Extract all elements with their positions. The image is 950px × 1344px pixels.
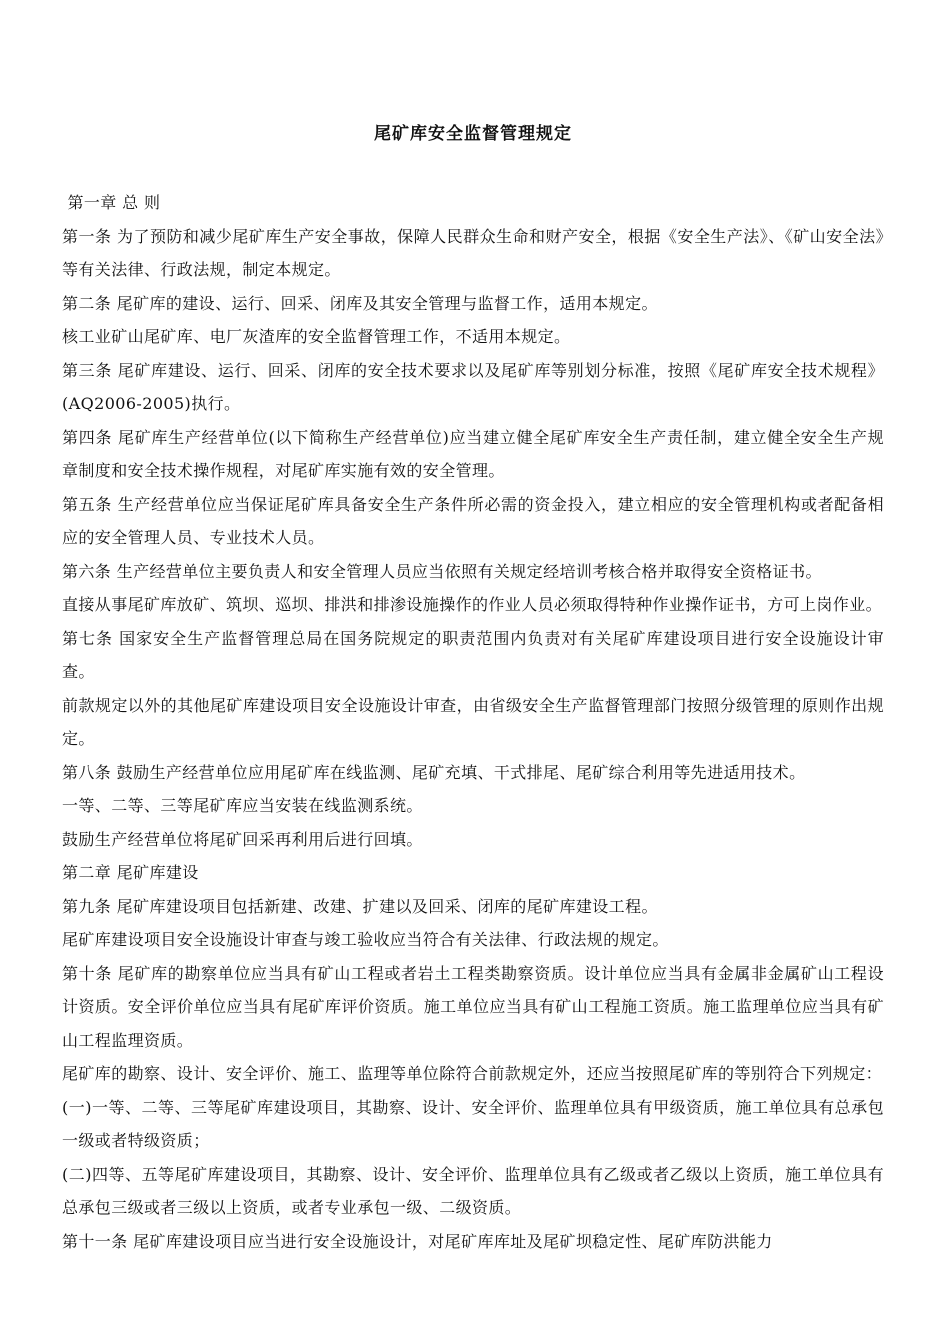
chapter-heading: 第一章 总 则 bbox=[62, 193, 161, 212]
paragraph: 核工业矿山尾矿库、电厂灰渣库的安全监督管理工作，不适用本规定。 bbox=[62, 327, 571, 346]
paragraph: 第二条 尾矿库的建设、运行、回采、闭库及其安全管理与监督工作，适用本规定。 bbox=[62, 293, 658, 313]
document-title: 尾矿库安全监督管理规定 bbox=[374, 124, 572, 144]
list-item: (二)四等、五等尾矿库建设项目，其勘察、设计、安全评价、监理单位具有乙级或者乙级以上资质，施工单位具有总承包三级或者三级以上资质，或者专业承包一级、二级资质。 bbox=[62, 1164, 884, 1217]
paragraph: 第八条 鼓励生产经营单位应用尾矿库在线监测、尾矿充填、干式排尾、尾矿综合利用等先进适用技术。 bbox=[62, 762, 806, 782]
paragraph: 第一条 为了预防和减少尾矿库生产安全事故，保障人民群众生命和财产安全，根据《安全生产法》、《矿山安全法》等有关法律、行政法规，制定本规定。 bbox=[62, 226, 884, 279]
paragraph: 前款规定以外的其他尾矿库建设项目安全设施设计审查，由省级安全生产监督管理部门按照分级管理的原则作出规定。 bbox=[62, 695, 884, 748]
paragraph: 尾矿库建设项目安全设施设计审查与竣工验收应当符合有关法律、行政法规的规定。 bbox=[62, 930, 669, 949]
paragraph: 第七条 国家安全生产监督管理总局在国务院规定的职责范围内负责对有关尾矿库建设项目进行安全设施设计审查。 bbox=[62, 628, 884, 681]
list-item: (一)一等、二等、三等尾矿库建设项目，其勘察、设计、安全评价、监理单位具有甲级资质，施工单位具有总承包一级或者特级资质； bbox=[62, 1097, 884, 1150]
paragraph: 第六条 生产经营单位主要负责人和安全管理人员应当依照有关规定经培训考核合格并取得安全资格证书。 bbox=[62, 561, 822, 581]
paragraph: 第五条 生产经营单位应当保证尾矿库具备安全生产条件所必需的资金投入，建立相应的安全管理机构或者配备相应的安全管理人员、专业技术人员。 bbox=[62, 494, 884, 547]
chapter-heading: 第二章 尾矿库建设 bbox=[62, 863, 199, 882]
document-body bbox=[62, 186, 884, 1258]
paragraph: 鼓励生产经营单位将尾矿回采再利用后进行回填。 bbox=[62, 829, 423, 849]
paragraph: 一等、二等、三等尾矿库应当安装在线监测系统。 bbox=[62, 796, 423, 815]
paragraph: 第十条 尾矿库的勘察单位应当具有矿山工程或者岩土工程类勘察资质。设计单位应当具有金属非金属矿山工程设计资质。安全评价单位应当具有尾矿库评价资质。施工单位应当具有矿山工程施工资质。施工监理单位应当具有矿山工程监理资质。 bbox=[62, 963, 884, 1050]
paragraph: 第四条 尾矿库生产经营单位(以下简称生产经营单位)应当建立健全尾矿库安全生产责任制，建立健全安全生产规章制度和安全技术操作规程，对尾矿库实施有效的安全管理。 bbox=[62, 427, 884, 480]
paragraph: 第三条 尾矿库建设、运行、回采、闭库的安全技术要求以及尾矿库等别划分标准，按照《尾矿库安全技术规程》(AQ2006-2005)执行。 bbox=[62, 360, 884, 413]
paragraph: 尾矿库的勘察、设计、安全评价、施工、监理等单位除符合前款规定外，还应当按照尾矿库的等别符合下列规定： bbox=[62, 1064, 883, 1083]
paragraph: 直接从事尾矿库放矿、筑坝、巡坝、排洪和排渗设施操作的作业人员必须取得特种作业操作证书，方可上岗作业。 bbox=[62, 595, 883, 614]
paragraph: 第十一条 尾矿库建设项目应当进行安全设施设计，对尾矿库库址及尾矿坝稳定性、尾矿库防洪能力 bbox=[62, 1231, 773, 1251]
paragraph: 第九条 尾矿库建设项目包括新建、改建、扩建以及回采、闭库的尾矿库建设工程。 bbox=[62, 896, 658, 916]
